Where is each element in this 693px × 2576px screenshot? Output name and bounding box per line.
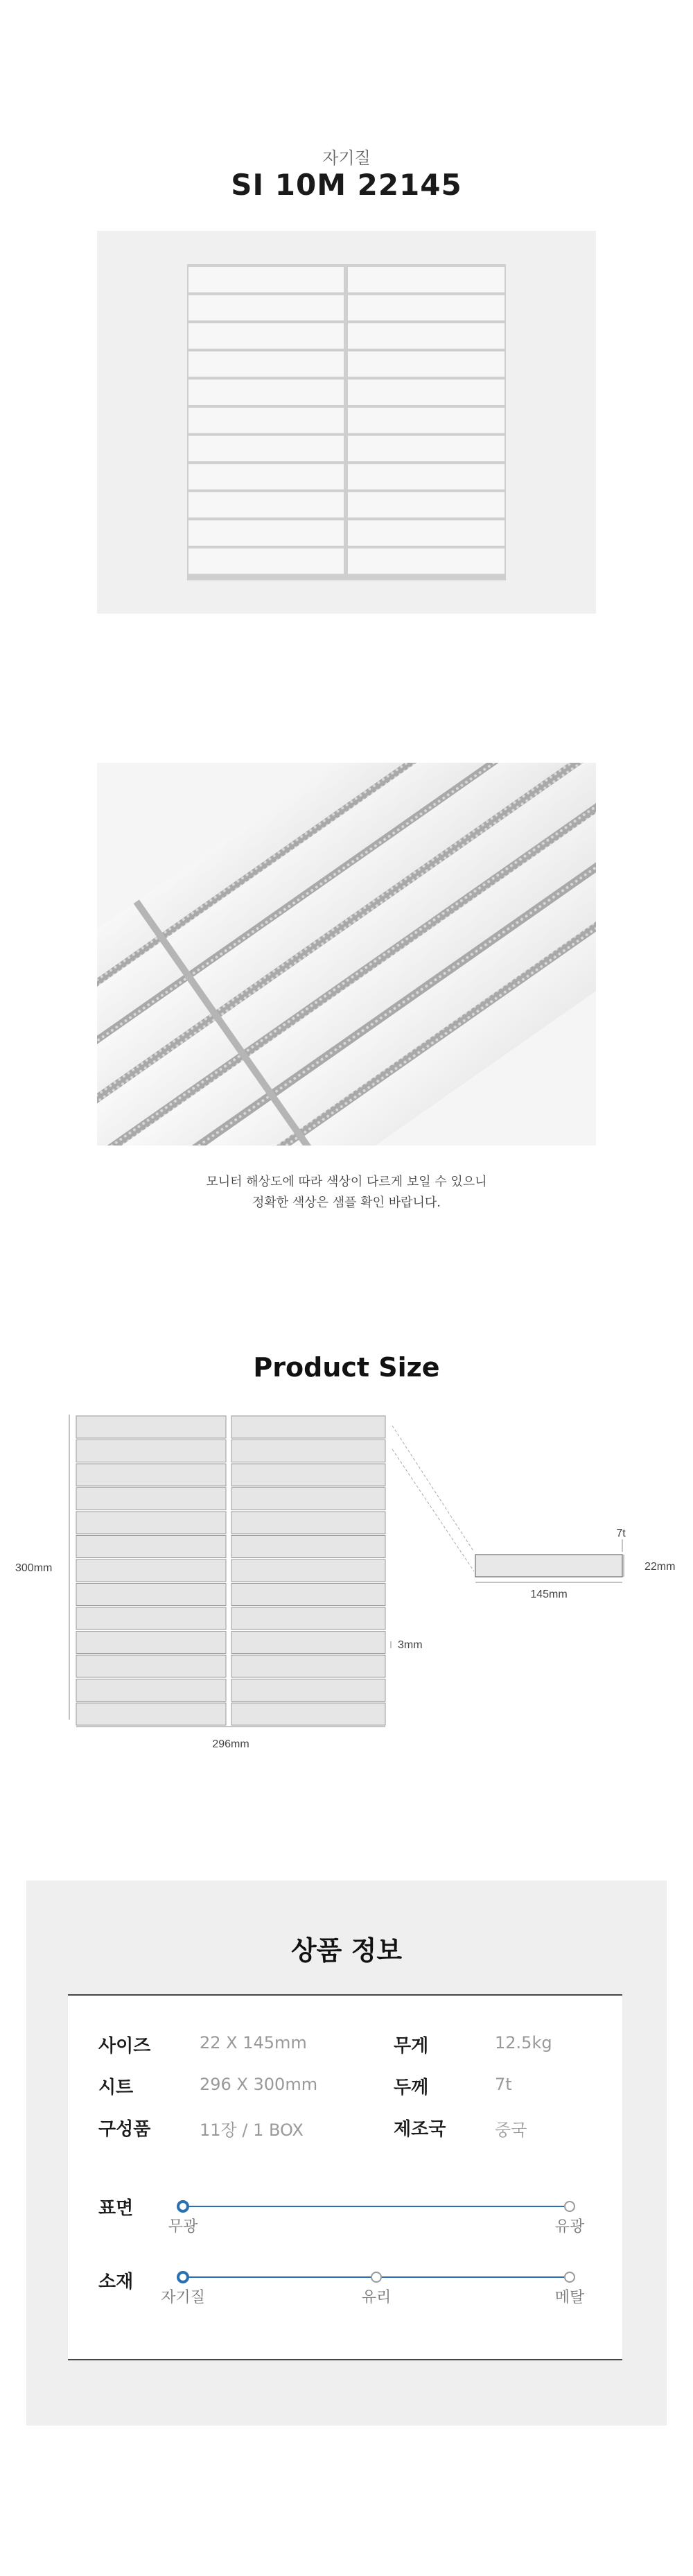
sheet-tile bbox=[188, 323, 344, 349]
spec-label-weight: 무게 bbox=[394, 2036, 429, 2057]
spec-value-thickness: 7t bbox=[495, 2075, 512, 2094]
sheet-tile bbox=[348, 352, 505, 377]
spec-value-sheet: 296 X 300mm bbox=[200, 2075, 318, 2094]
diagram-tile bbox=[76, 1559, 226, 1582]
diagram-tile bbox=[231, 1464, 385, 1486]
notice-line-2: 정확한 색상은 샘플 확인 바랍니다. bbox=[252, 1195, 441, 1210]
product-sheet-photo bbox=[97, 231, 596, 614]
sheet-tile bbox=[348, 464, 505, 490]
diagram-tile bbox=[76, 1416, 226, 1438]
diagram-tile bbox=[76, 1655, 226, 1677]
sheet-tile bbox=[188, 464, 344, 490]
diagram-tile bbox=[231, 1632, 385, 1654]
material-scale bbox=[68, 2254, 622, 2316]
diagram-tile bbox=[231, 1488, 385, 1510]
size-diagram bbox=[0, 1401, 693, 1761]
surface-scale bbox=[68, 2183, 622, 2245]
surface-gloss-dot[interactable] bbox=[565, 2202, 574, 2211]
material-porcelain-dot[interactable] bbox=[178, 2272, 188, 2282]
diagram-tile bbox=[231, 1559, 385, 1582]
diagram-tile bbox=[76, 1488, 226, 1510]
diagram-tile bbox=[76, 1440, 226, 1462]
single-tile-drawing bbox=[475, 1555, 622, 1577]
product-info-panel bbox=[26, 1881, 667, 2426]
spec-label-thickness: 두께 bbox=[394, 2077, 429, 2098]
sheet-tile bbox=[188, 492, 344, 518]
product-closeup-photo bbox=[97, 763, 596, 1146]
diagram-tile bbox=[231, 1416, 385, 1438]
material-metal-dot[interactable] bbox=[565, 2272, 574, 2282]
sheet-tile bbox=[348, 520, 505, 546]
diagram-tile bbox=[76, 1679, 226, 1702]
sheet-tile bbox=[348, 295, 505, 321]
sheet-width-label: 296mm bbox=[212, 1738, 249, 1750]
sheet-tile bbox=[188, 379, 344, 405]
diagram-tile bbox=[76, 1607, 226, 1630]
diagram-tile bbox=[231, 1655, 385, 1677]
spec-value-size: 22 X 145mm bbox=[200, 2033, 307, 2052]
spec-value-weight: 12.5kg bbox=[495, 2033, 552, 2052]
size-diagram-svg bbox=[0, 1401, 693, 1761]
diagram-tile bbox=[76, 1584, 226, 1606]
material-label: 소재 bbox=[98, 2272, 134, 2292]
product-info-card bbox=[68, 1994, 622, 2360]
spec-label-contents: 구성품 bbox=[98, 2119, 151, 2140]
diagram-tile bbox=[231, 1512, 385, 1534]
sheet-tile bbox=[188, 436, 344, 462]
sheet-tile bbox=[348, 408, 505, 433]
sheet-tile bbox=[188, 520, 344, 546]
product-category: 자기질 bbox=[322, 148, 371, 168]
spec-label-sheet: 시트 bbox=[98, 2077, 134, 2098]
sheet-tile bbox=[348, 436, 505, 462]
sheet-tile bbox=[348, 323, 505, 349]
spec-value-contents: 11장 / 1 BOX bbox=[200, 2120, 304, 2140]
tile-closeup-image bbox=[97, 763, 596, 1146]
product-title: SI 10M 22145 bbox=[231, 168, 462, 202]
sheet-tile bbox=[188, 267, 344, 293]
joint-gap-label: 3mm bbox=[398, 1639, 423, 1651]
sheet-tile bbox=[348, 267, 505, 293]
sheet-tile bbox=[188, 548, 344, 574]
spec-label-size: 사이즈 bbox=[98, 2036, 151, 2057]
surface-option-matte: 무광 bbox=[168, 2218, 198, 2236]
sheet-tile bbox=[188, 295, 344, 321]
sheet-tile bbox=[348, 548, 505, 574]
diagram-tile bbox=[76, 1703, 226, 1725]
material-option-porcelain: 자기질 bbox=[161, 2289, 205, 2306]
diagram-tile bbox=[76, 1512, 226, 1534]
sheet-tile bbox=[348, 492, 505, 518]
sheet-tile bbox=[348, 379, 505, 405]
tile-length-label: 145mm bbox=[530, 1589, 568, 1600]
material-glass-dot[interactable] bbox=[371, 2272, 381, 2282]
sheet-height-label: 300mm bbox=[15, 1562, 53, 1574]
diagram-tile bbox=[231, 1607, 385, 1630]
sheet-tile bbox=[188, 408, 344, 433]
sheet-tile bbox=[188, 352, 344, 377]
size-section-title: Product Size bbox=[253, 1352, 440, 1383]
diagram-tile bbox=[76, 1536, 226, 1558]
notice-line-1: 모니터 해상도에 따라 색상이 다르게 보일 수 있으니 bbox=[206, 1175, 487, 1189]
surface-option-gloss: 유광 bbox=[554, 2218, 585, 2236]
diagram-tile bbox=[231, 1584, 385, 1606]
color-notice bbox=[0, 1172, 693, 1213]
tile-thickness-label: 7t bbox=[616, 1528, 626, 1539]
material-option-glass: 유리 bbox=[361, 2289, 392, 2306]
product-info-title: 상품 정보 bbox=[290, 1935, 403, 1966]
spec-label-origin: 제조국 bbox=[394, 2119, 446, 2140]
surface-matte-dot[interactable] bbox=[178, 2202, 188, 2211]
surface-label: 표면 bbox=[98, 2198, 134, 2219]
diagram-tile bbox=[231, 1440, 385, 1462]
diagram-tile bbox=[76, 1464, 226, 1486]
diagram-tile bbox=[76, 1632, 226, 1654]
material-option-metal: 메탈 bbox=[554, 2289, 585, 2306]
diagram-tile bbox=[231, 1536, 385, 1558]
diagram-tile bbox=[231, 1679, 385, 1702]
spec-value-origin: 중국 bbox=[495, 2120, 527, 2140]
tile-sheet-image bbox=[97, 231, 596, 614]
tile-height-label: 22mm bbox=[644, 1561, 676, 1573]
diagram-tile bbox=[231, 1703, 385, 1725]
